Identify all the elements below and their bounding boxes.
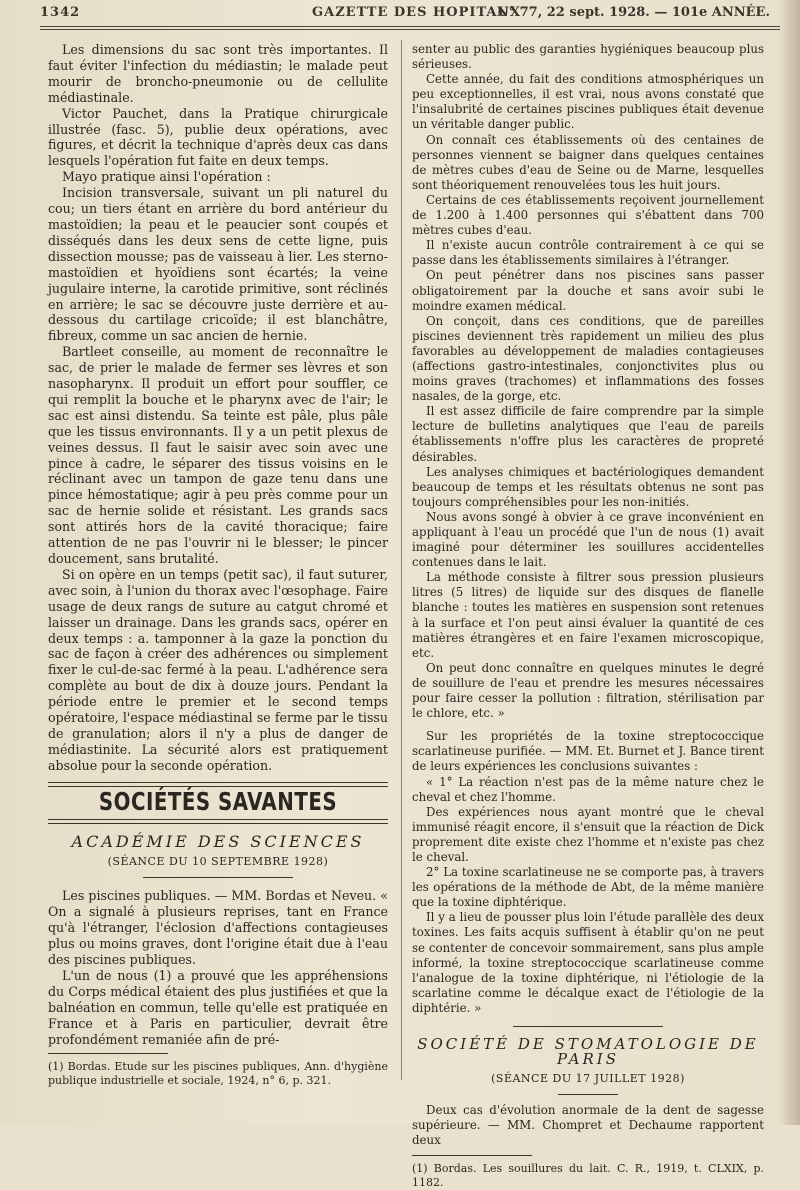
paragraph: Sur les propriétés de la toxine streptococcique scarlatineuse purifiée. — MM. Et. Burnet et J. Bance tirent de leurs expériences les conclusions suivantes : [412, 729, 764, 774]
society-heading: SOCIÉTÉ DE STOMATOLOGIE DE PARIS [417, 1035, 759, 1069]
header-rule [40, 26, 780, 27]
column-divider [401, 40, 402, 1080]
page-number: 1342 [40, 5, 81, 20]
paragraph: On peut donc connaître en quelques minutes le degré de souillure de l'eau et prendre les mesures nécessaires pour faire cesser la pollution : filtration, stérilisation par le chlore, etc. » [412, 660, 764, 721]
paragraph: 2° La toxine scarlatineuse ne se comporte pas, à travers les opérations de la méthode de Abt, de la même manière que la toxine diphtérique. [412, 865, 764, 910]
footnote: (1) Bordas. Etude sur les piscines publiques, Ann. d'hygiène publique industrielle et sociale, 1924, n° 6, p. 321. [48, 1060, 388, 1088]
paragraph: Il est assez difficile de faire comprendre par la simple lecture de bulletins analytiques que l'eau de pareils établissements n'offre plus les caractères de propreté désirables. [412, 404, 764, 464]
page-header [40, 3, 780, 25]
paragraph: Bartleet conseille, au moment de reconnaître le sac, de prier le malade de fermer ses lèvres et son nasopharynx. Il produit un effort pour souffler, ce qui remplit la bouche et le pharynx avec de l'air; le sac est ainsi distendu. Sa teinte est pâle, plus pâle que les tissus environnants. Il y a un petit plexus de veines dessus. Il faut le saisir avec soin avec une pince à cadre, le séparer des tissus voisins en le réclinant avec un tampon de gaze tenu dans une pince hémostatique; agir à peu près comme pour un sac de hernie solide et résistant. Les grands sacs sont attirés hors de la cavité thoracique; faire attention de ne pas l'ouvrir ni le blesser; le pincer doucement, sans brutalité. [48, 344, 388, 566]
paragraph: Deux cas d'évolution anormale de la dent de sagesse supérieure. — MM. Chompret et Dechaume rapportent deux [412, 1103, 764, 1148]
paragraph: Il y a lieu de pousser plus loin l'étude parallèle des deux toxines. Les faits acquis suffisent à établir qu'on ne peut se contenter de concevoir sommairement, sans plus ample informé, la toxine streptococcique scarlatineuse comme l'analogue de la toxine diphtérique, ni l'étiologie de la scarlatine comme le décalque exact de l'étiologie de la diphtérie. » [412, 910, 764, 1015]
paragraph: « 1° La réaction n'est pas de la même nature chez le cheval et chez l'homme. [412, 774, 764, 804]
paragraph: On connaît ces établissements où des centaines de personnes viennent se baigner dans quelques centaines de mètres cubes d'eau de Seine ou de Marne, lesquelles sont théoriquement renouvelées tous les huit jours. [412, 132, 764, 192]
page-edge-shadow [778, 0, 800, 1125]
paragraph: Les analyses chimiques et bactériologiques demandent beaucoup de temps et les résultats obtenus ne sont pas toujours compréhensibles pour les non-initiés. [412, 464, 764, 509]
left-column [48, 42, 388, 1088]
paragraph: senter au public des garanties hygiéniques beaucoup plus sérieuses. [412, 42, 764, 72]
section-heading: SOCIÉTÉS SAVANTES [98, 787, 338, 817]
journal-title: GAZETTE DES HOPITAUX [312, 5, 521, 20]
paragraph: L'un de nous (1) a prouvé que les appréhensions du Corps médical étaient des plus justifiées et que la balnéation en commun, telle qu'elle est pratiquée en France et à Paris en particulier, devrait être profondément remaniée afin de pré- [48, 967, 388, 1047]
header-rule-2 [40, 29, 780, 30]
section-rule [48, 782, 388, 787]
section-rule [48, 819, 388, 824]
paragraph: On peut pénétrer dans nos piscines sans passer obligatoirement par la douche et sans avoir subi le moindre examen médical. [412, 268, 764, 313]
footnote-rule [412, 1155, 532, 1156]
paragraph: On conçoit, dans ces conditions, que de pareilles piscines deviennent très rapidement un milieu des plus favorables au développement de maladies contagieuses (affections gastro-intestinales, conjonctivites plus ou moins graves (trachomes) et inflammations des fosses nasales, de la gorge, etc. [412, 313, 764, 404]
right-column [412, 42, 764, 1190]
issue-date: N° 77, 22 sept. 1928. — 101e ANNÉE. [496, 5, 770, 20]
paragraph: Victor Pauchet, dans la Pratique chirurgicale illustrée (fasc. 5), publie deux opérations, avec figures, et décrit la technique d'après deux cas dans lesquels l'opération fut faite en deux temps. [48, 105, 388, 169]
paragraph: Mayo pratique ainsi l'opération : [62, 169, 271, 185]
paragraph: Si on opère en un temps (petit sac), il faut suturer, avec soin, à l'union du thorax avec l'œsophage. Faire usage de deux rangs de suture au catgut chromé et laisser un drainage. Dans les grands sacs, opérer en deux temps : a. tamponner à la gaze la ponction du sac de façon à créer des adhérences ou simplement fixer le cul-de-sac fermé à la peau. L'adhérence sera complète au bout de dix à douze jours. Pendant la période entre le premier et le second temps opératoire, l'espace médiastinal se ferme par le tissu de granulation; alors il n'y a plus de danger de médiastinite. La sécurité alors est pratiquement absolue pour la seconde opération. [48, 566, 388, 773]
paragraph: Nous avons songé à obvier à ce grave inconvénient en appliquant à l'eau un procédé que l'un de nous (1) avait imaginé pour déterminer les souillures accidentelles contenues dans le lait. [412, 509, 764, 570]
short-rule [558, 1094, 618, 1095]
short-rule [513, 1026, 663, 1027]
footnote-rule [48, 1053, 168, 1054]
short-rule [143, 877, 293, 878]
paragraph: Il n'existe aucun contrôle contrairement à ce qui se passe dans les établissements similaires à l'étranger. [412, 238, 764, 268]
seance-date: (SÉANCE DU 10 SEPTEMBRE 1928) [107, 854, 329, 868]
society-heading: ACADÉMIE DES SCIENCES [71, 831, 365, 851]
paragraph: Les dimensions du sac sont très importantes. Il faut éviter l'infection du médiastin; le malade peut mourir de broncho-pneumonie ou de cellulite médiastinale. [48, 42, 388, 105]
paragraph: Certains de ces établissements reçoivent journellement de 1.200 à 1.400 personnes qui s'ébattent dans 700 mètres cubes d'eau. [412, 192, 764, 238]
paragraph: Incision transversale, suivant un pli naturel du cou; un tiers étant en arrière du bord antérieur du mastoïdien; la peau et le peaucier sont coupés et disséqués dans les deux sens de cette ligne, puis dissection mousse; pas de vaisseau à lier. Les sterno-mastoïdien et hyoïdiens sont écartés; la veine jugulaire interne, la carotide primitive, sont réclinés en arrière; le sac se découvre juste derrière et au-dessous du cartilage cricoïde; il est blanchâtre, fibreux, comme un sac ancien de hernie. [48, 185, 388, 344]
paragraph: Les piscines publiques. — MM. Bordas et Neveu. « On a signalé à plusieurs reprises, tant en France qu'à l'étranger, l'éclosion d'affections contagieuses plus ou moins graves, dont l'origine était due à l'eau des piscines publiques. [48, 888, 388, 968]
paragraph: La méthode consiste à filtrer sous pression plusieurs litres (5 litres) de liquide sur des disques de flanelle blanche : toutes les matières en suspension sont retenues à la surface et l'on peut ainsi évaluer la quantité de ces matières étrangères et en faire l'examen microscopique, etc. [412, 570, 764, 660]
paragraph: Cette année, du fait des conditions atmosphériques un peu exceptionnelles, il est vrai, nous avons constaté que l'insalubrité de certaines piscines publiques était devenue un véritable danger public. [412, 72, 764, 132]
paragraph: Des expériences nous ayant montré que le cheval immunisé réagit encore, il s'ensuit que la réaction de Dick proprement dite existe chez l'homme et n'existe pas chez le cheval. [412, 804, 764, 864]
seance-date: (SÉANCE DU 17 JUILLET 1928) [491, 1072, 685, 1086]
footnote: (1) Bordas. Les souillures du lait. C. R., 1919, t. CLXIX, p. 1182. [412, 1161, 764, 1189]
